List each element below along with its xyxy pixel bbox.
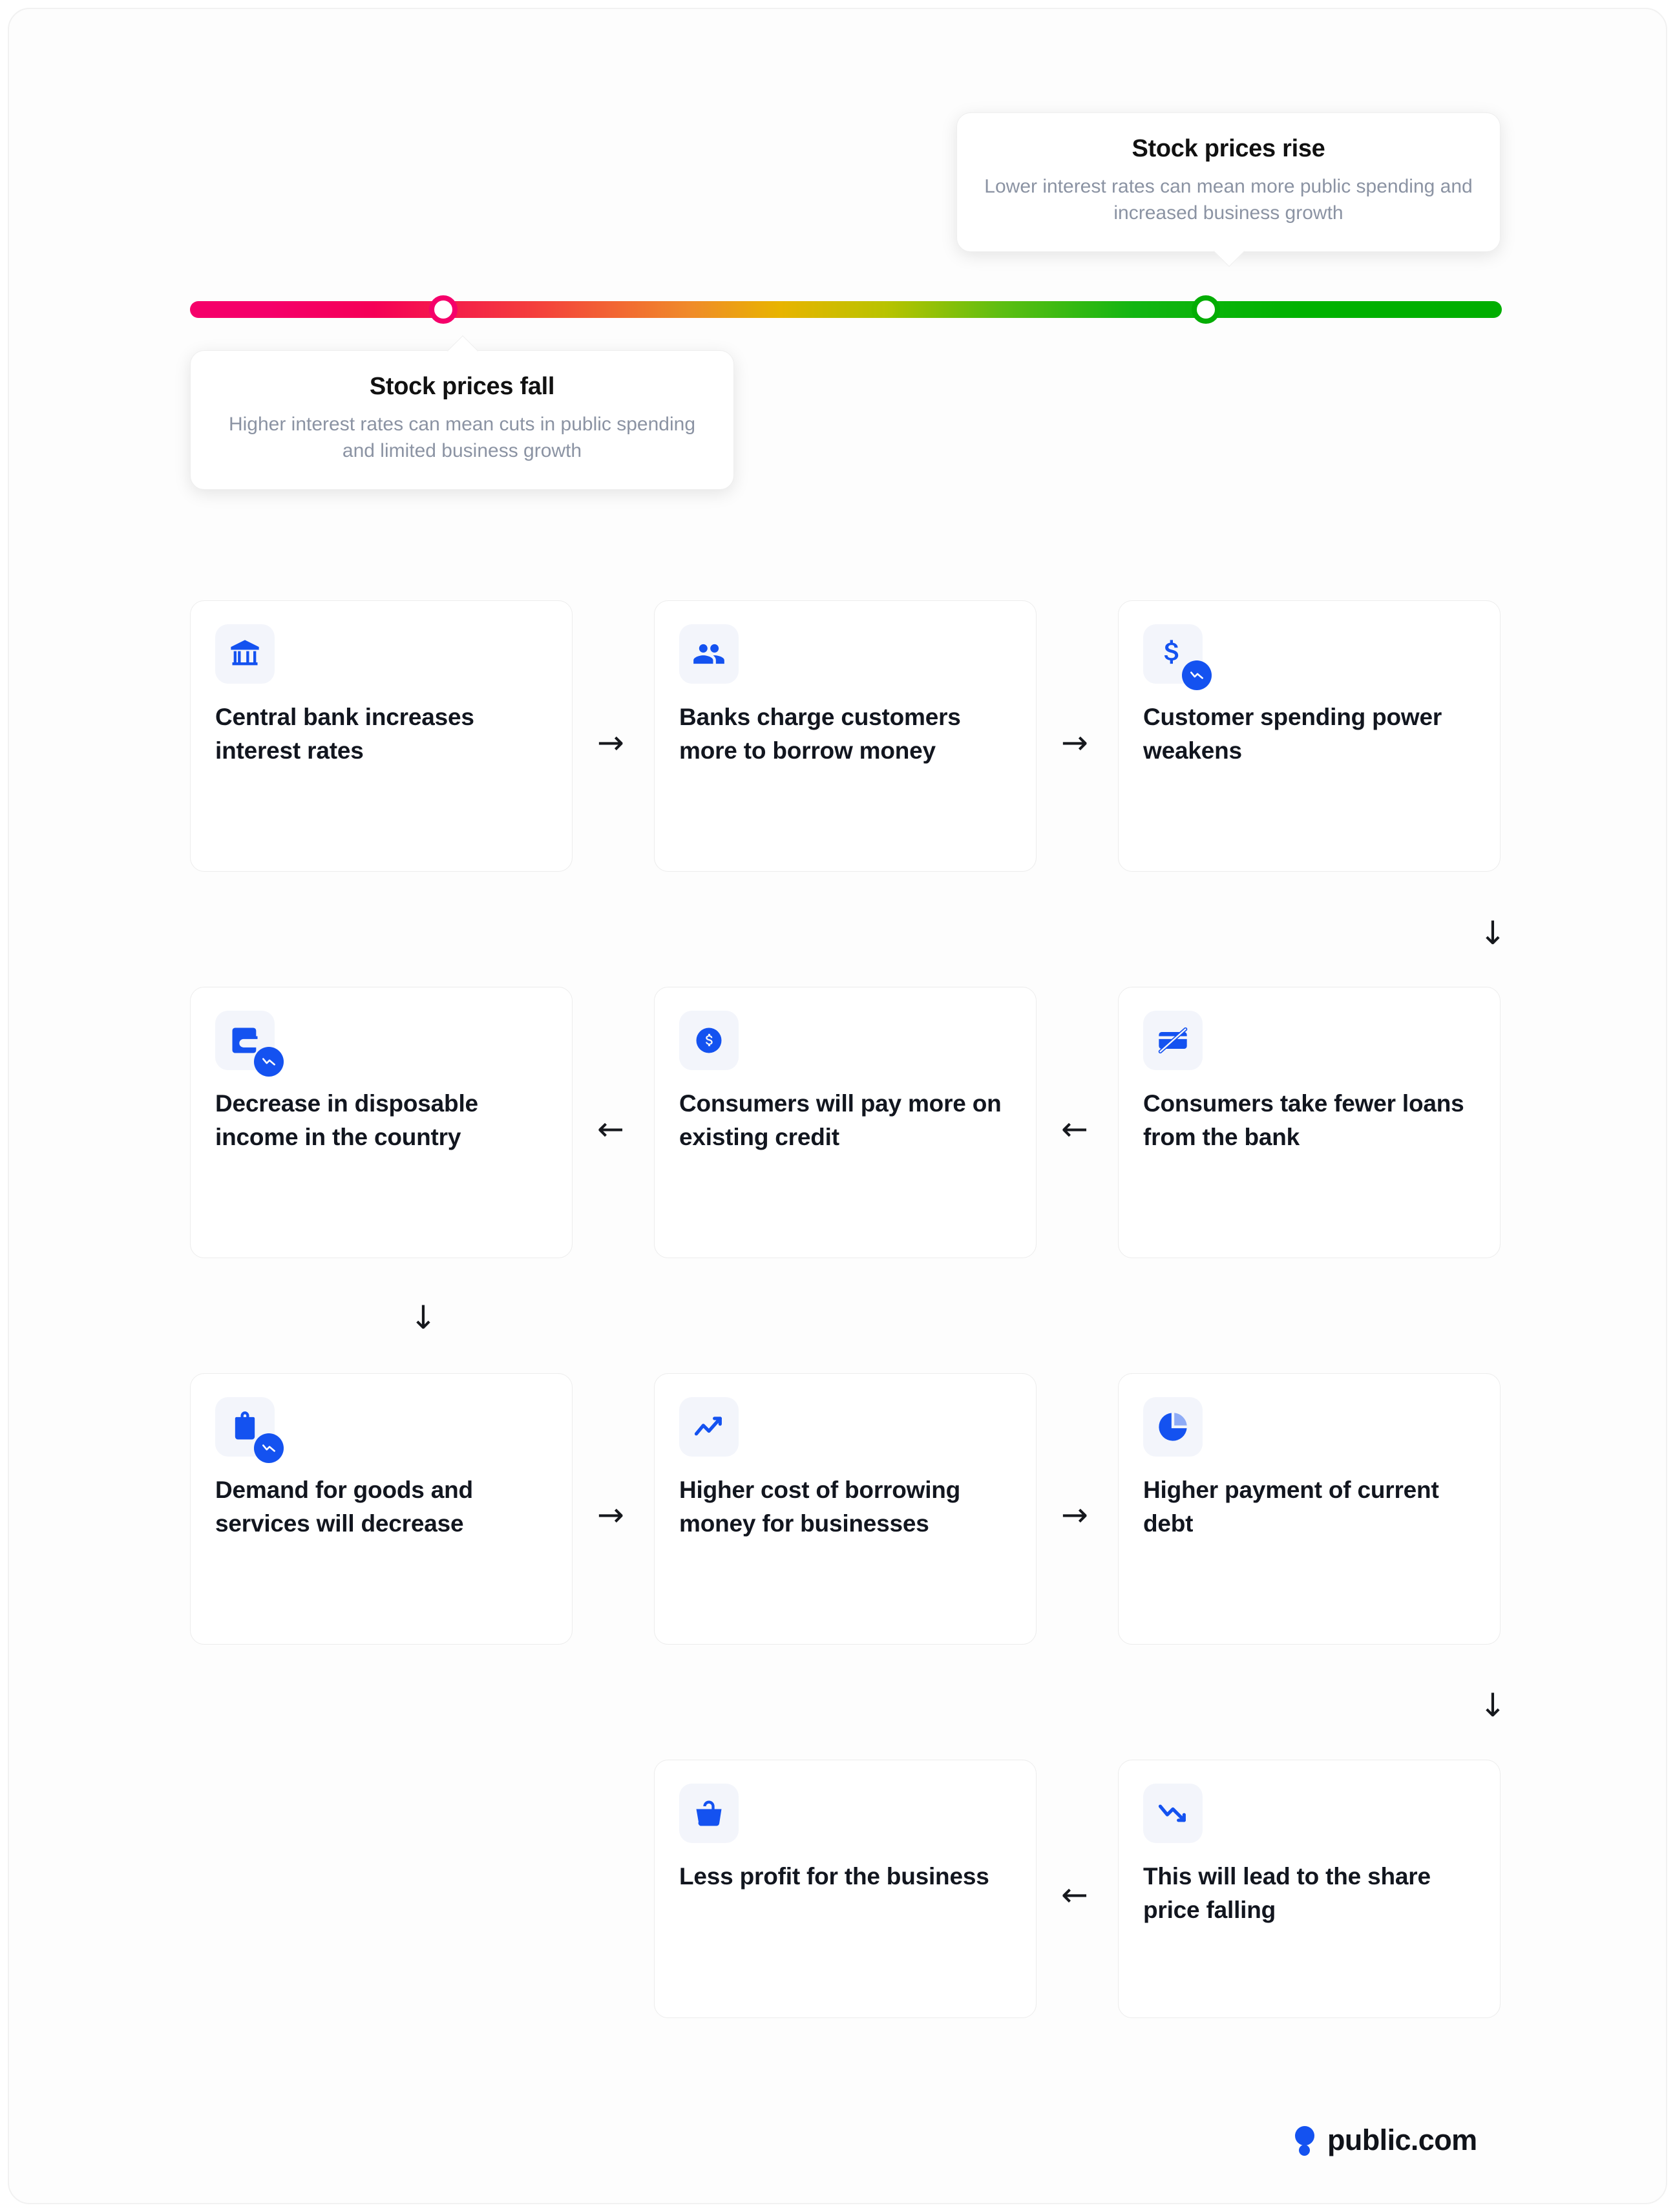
flow-card-less-profit <box>654 1760 1037 2018</box>
chart-down-icon <box>1143 1784 1203 1843</box>
tooltip-stock-prices-rise <box>956 112 1501 252</box>
flow-arrow-9: ↓ <box>1479 1687 1506 1724</box>
flow-card-share-price <box>1118 1760 1501 2018</box>
trend-down-badge <box>254 1433 284 1463</box>
flow-card-central-bank <box>190 600 573 872</box>
flow-card-banks-charge <box>654 600 1037 872</box>
slider-handle-right[interactable] <box>1192 295 1220 324</box>
logo-mark-icon <box>1295 2125 1317 2156</box>
flow-card-label: Consumers will pay more on existing credit <box>679 1090 1002 1150</box>
slider-handle-left[interactable] <box>429 295 458 324</box>
flow-card-label: Decrease in disposable income in the country <box>215 1090 478 1150</box>
flow-card-disposable-income <box>190 987 573 1258</box>
card-off-icon <box>1143 1011 1203 1070</box>
bank-icon <box>215 624 275 684</box>
flow-arrow-3: ↓ <box>1479 914 1506 952</box>
flow-card-demand-decrease <box>190 1373 573 1645</box>
tooltip-stock-prices-fall <box>190 350 734 490</box>
chart-up-icon <box>679 1397 739 1457</box>
logo-dot-top <box>1295 2126 1314 2145</box>
flow-card-existing-credit <box>654 987 1037 1258</box>
trend-down-badge <box>254 1047 284 1077</box>
flow-card-current-debt <box>1118 1373 1501 1645</box>
diagram-canvas <box>8 8 1667 2204</box>
flow-arrow-1: → <box>597 724 624 761</box>
slider-track[interactable] <box>190 301 1502 318</box>
logo-dot-bottom <box>1299 2145 1310 2156</box>
flow-card-label: Higher cost of borrowing money for businesses <box>679 1477 961 1537</box>
flow-arrow-5: ← <box>1061 1110 1088 1148</box>
flow-card-borrowing-cost <box>654 1373 1037 1645</box>
flow-arrow-8: → <box>1061 1496 1088 1533</box>
public-com-logo <box>1295 2123 1477 2157</box>
interest-rate-slider[interactable] <box>190 301 1502 318</box>
basket-icon <box>679 1784 739 1843</box>
people-icon <box>679 624 739 684</box>
tooltip-pointer <box>1214 236 1245 267</box>
flow-card-fewer-loans <box>1118 987 1501 1258</box>
flow-chart <box>190 600 1506 2022</box>
flow-arrow-7: → <box>597 1496 624 1533</box>
flow-card-label: Banks charge customers more to borrow money <box>679 704 961 764</box>
tooltip-pointer <box>447 335 478 366</box>
flow-card-label: This will lead to the share price falling <box>1143 1863 1431 1923</box>
flow-card-spending-power <box>1118 600 1501 872</box>
tooltip-description: Higher interest rates can mean cuts in public spending and limited business growth <box>228 414 696 462</box>
coin-dollar-icon <box>679 1011 739 1070</box>
dollar-down-icon <box>1143 624 1203 684</box>
flow-card-label: Consumers take fewer loans from the bank <box>1143 1090 1464 1150</box>
tooltip-description: Lower interest rates can mean more public spending and increased business growth <box>984 176 1473 224</box>
flow-card-label: Demand for goods and services will decrease <box>215 1477 473 1537</box>
flow-card-label: Higher payment of current debt <box>1143 1477 1439 1537</box>
flow-arrow-4: ← <box>597 1110 624 1148</box>
flow-arrow-2: → <box>1061 724 1088 761</box>
flow-arrow-10: ← <box>1061 1876 1088 1913</box>
wallet-down-icon <box>215 1011 275 1070</box>
tooltip-title: Stock prices fall <box>369 373 555 400</box>
flow-card-label: Customer spending power weakens <box>1143 704 1442 764</box>
flow-card-label: Less profit for the business <box>679 1863 989 1890</box>
flow-card-label: Central bank increases interest rates <box>215 704 474 764</box>
logo-text: public.com <box>1327 2123 1477 2156</box>
flow-arrow-6: ↓ <box>410 1299 437 1336</box>
trend-down-badge <box>1182 660 1212 690</box>
tooltip-title: Stock prices rise <box>1132 135 1325 162</box>
bag-down-icon <box>215 1397 275 1457</box>
pie-chart-icon <box>1143 1397 1203 1457</box>
